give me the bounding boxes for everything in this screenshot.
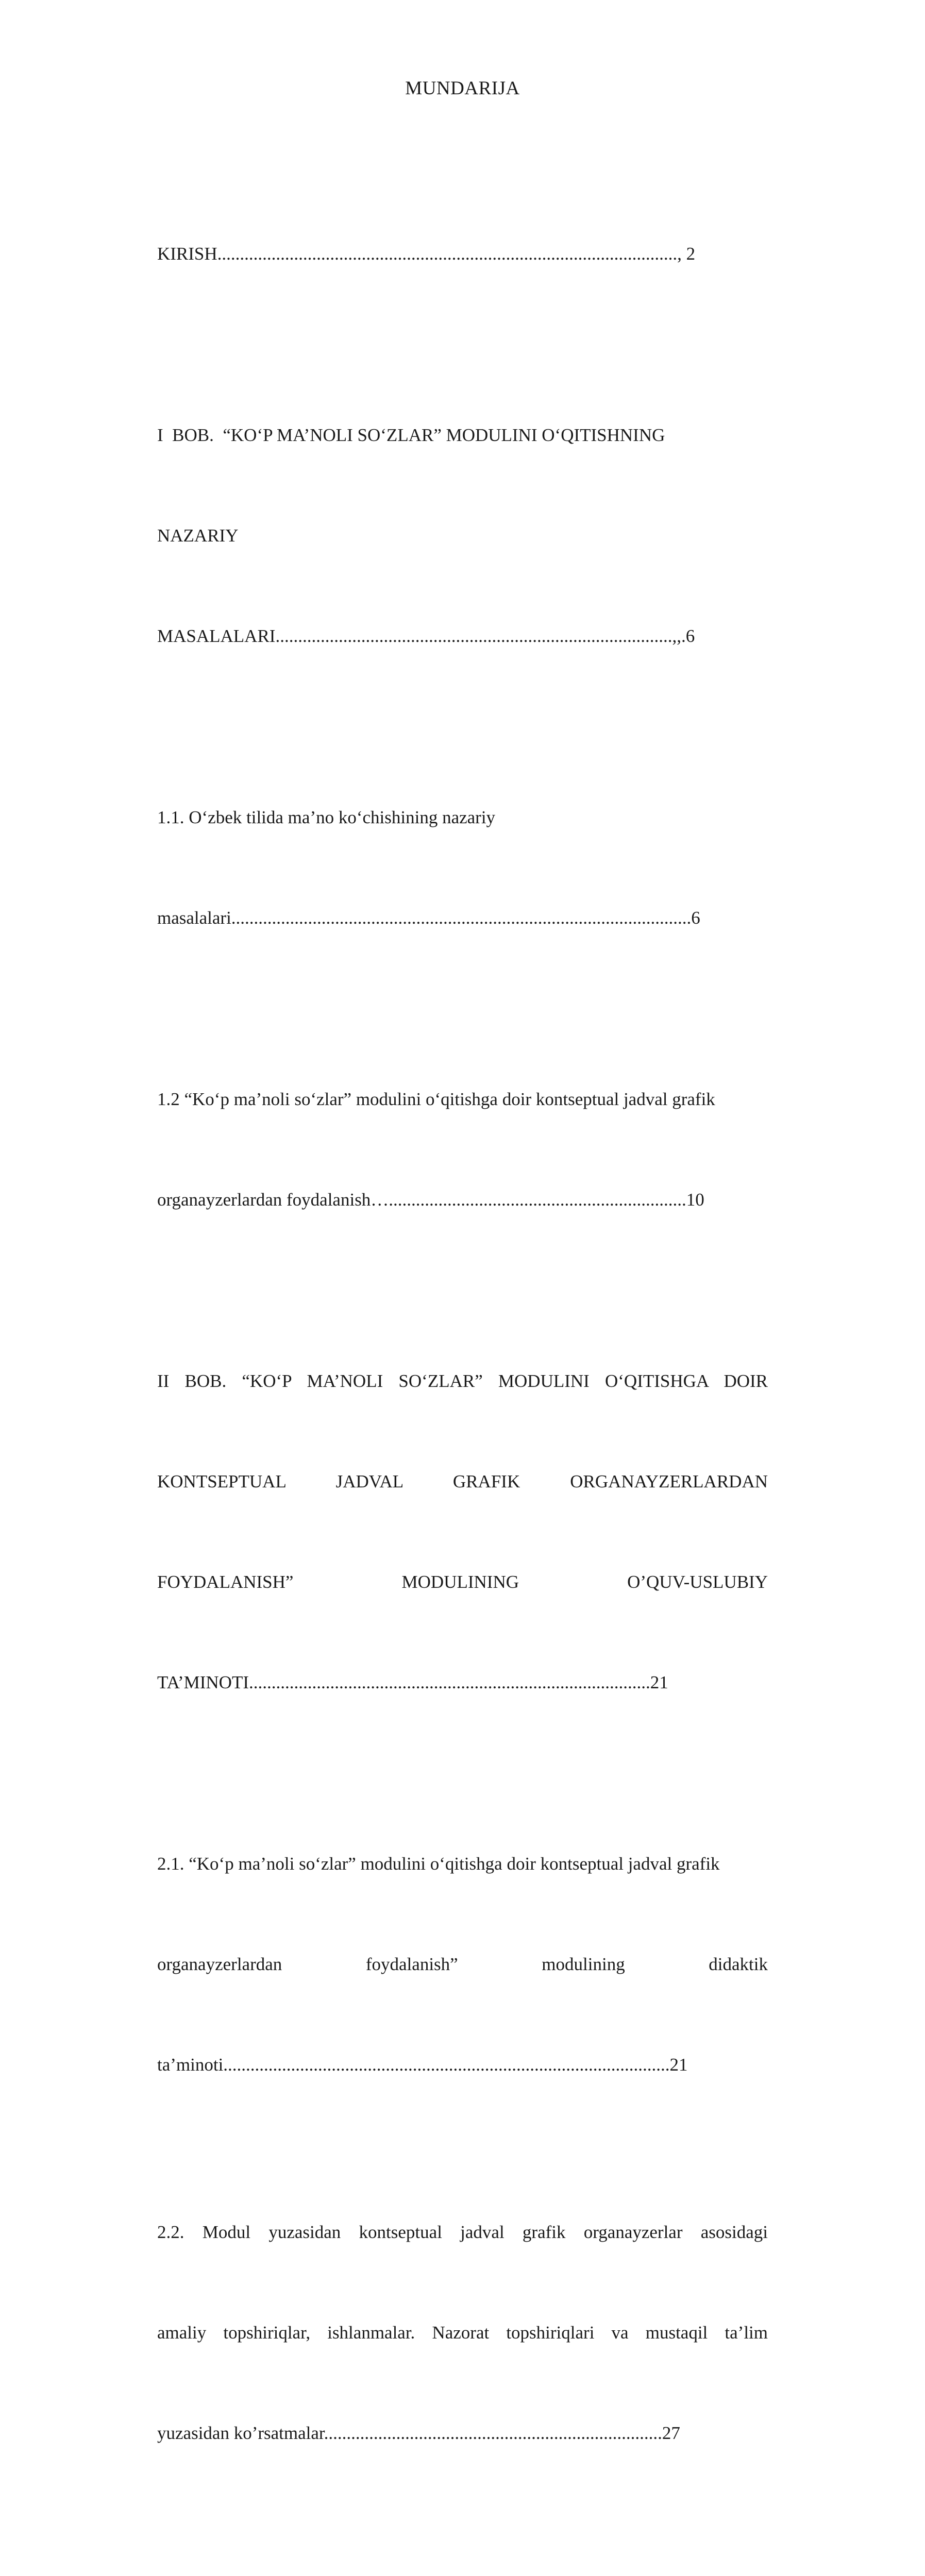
toc-entry-1-2 xyxy=(157,1015,768,1283)
toc-line: 2.2. Modul yuzasidan kontseptual jadval grafik organayzerlar asosidagi xyxy=(157,2222,768,2242)
toc-line: II BOB. “KO‘P MA’NOLI SO‘ZLAR” MODULINI O‘QITISHGA DOIR xyxy=(157,1371,768,1391)
toc-line: ta’minoti...................................................................................................21 xyxy=(157,2055,688,2075)
toc-entry-chapter-2 xyxy=(157,1297,768,1766)
toc-line: FOYDALANISH” MODULINING O’QUV-USLUBIY xyxy=(157,1572,768,1592)
toc-line: masalalari......................................................................................................6 xyxy=(157,908,700,928)
toc-line: NAZARIY xyxy=(157,526,239,546)
toc-entry-2-2 xyxy=(157,2148,768,2517)
toc-line: organayzerlardan foydalanish…..................................................................10 xyxy=(157,1190,704,1210)
toc-line: KIRISH......................................................................................................, 2 xyxy=(157,244,696,264)
toc-line: 1.2 “Ko‘p ma’noli so‘zlar” modulini o‘qitishga doir kontseptual jadval grafik xyxy=(157,1089,715,1109)
page-title: MUNDARIJA xyxy=(405,78,520,99)
toc-line: I BOB. “KO‘P MA’NOLI SO‘ZLAR” MODULINI O‘QITISHNING xyxy=(157,425,665,445)
toc-line: MASALALARI........................................................................................,,.6 xyxy=(157,626,695,646)
toc-line: amaliy topshiriqlar, ishlanmalar. Nazorat topshiriqlari va mustaqil ta’lim xyxy=(157,2323,768,2343)
toc-line: KONTSEPTUAL JADVAL GRAFIK ORGANAYZERLARDAN xyxy=(157,1471,768,1492)
toc-entry-1-1 xyxy=(157,734,768,1002)
toc-line: 2.1. “Ko‘p ma’noli so‘zlar” modulini o‘qitishga doir kontseptual jadval grafik xyxy=(157,1854,720,1874)
toc-line: TA’MINOTI.........................................................................................21 xyxy=(157,1672,668,1692)
toc-line: organayzerlardan foydalanish” modulining didaktik xyxy=(157,1954,768,1974)
toc-entry-chapter-1 xyxy=(157,351,768,720)
toc-entry-kirish xyxy=(157,170,768,337)
table-of-contents xyxy=(157,170,768,2576)
toc-entry-xulosa xyxy=(157,2517,768,2576)
toc-entry-2-1 xyxy=(157,1780,768,2148)
toc-line: yuzasidan ko’rsatmalar...........................................................................27 xyxy=(157,2423,680,2443)
toc-line: 1.1. O‘zbek tilida ma’no ko‘chishining nazariy xyxy=(157,807,496,827)
